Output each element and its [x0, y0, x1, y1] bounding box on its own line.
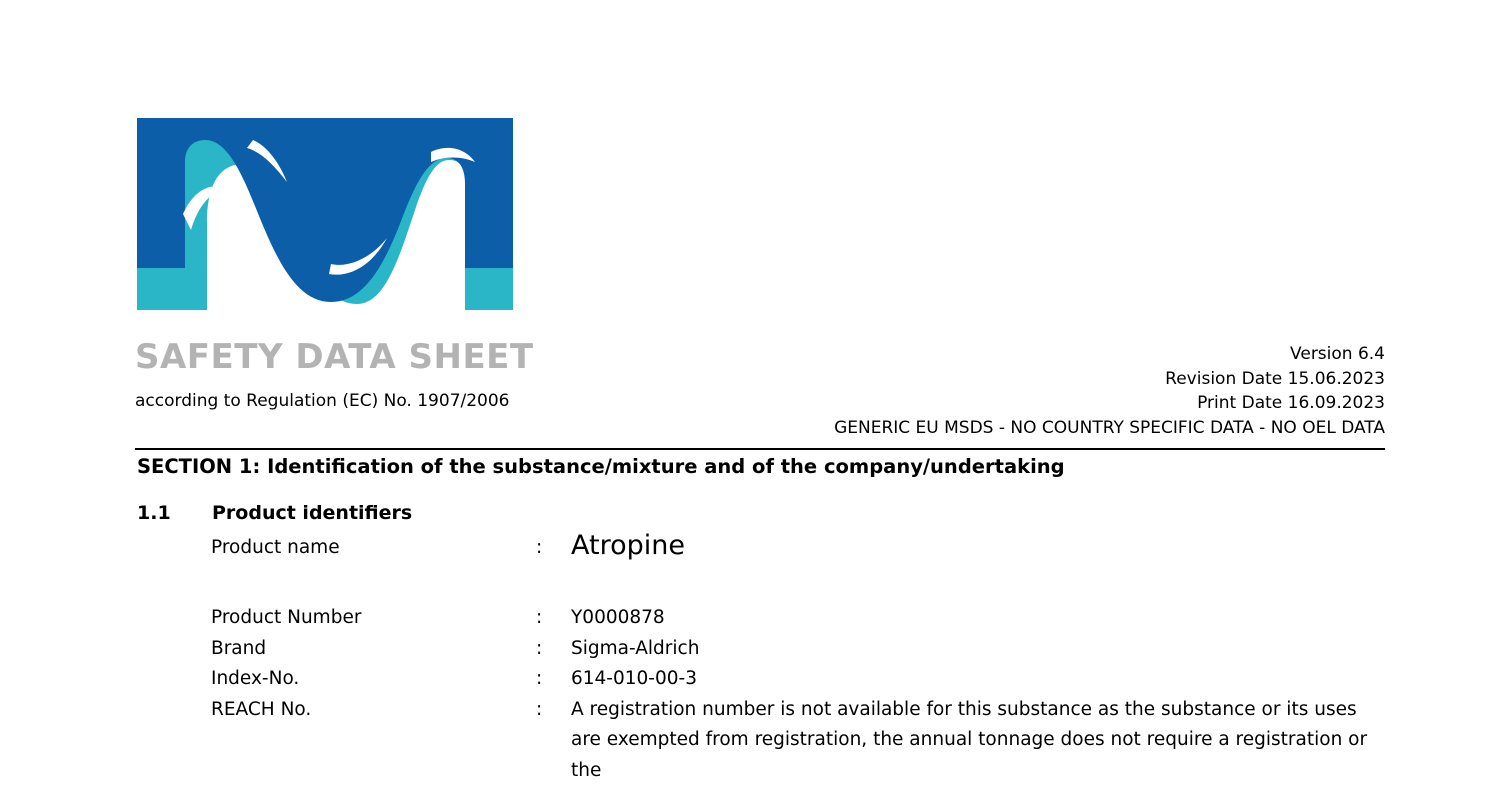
table-row — [211, 664, 1391, 695]
subsection-title: Product identifiers — [212, 502, 412, 524]
table-row — [211, 634, 1391, 665]
table-row — [211, 533, 1391, 563]
row-colon: : — [536, 603, 571, 634]
index-no-value: 614-010-00-3 — [571, 664, 1391, 695]
row-colon: : — [536, 533, 571, 563]
table-row — [211, 695, 1391, 786]
revision-date-text: Revision Date 15.06.2023 — [834, 367, 1385, 392]
version-text: Version 6.4 — [834, 342, 1385, 367]
product-name-value: Atropine — [571, 531, 1391, 561]
product-identifiers-table — [211, 533, 1391, 786]
document-meta — [834, 342, 1385, 440]
table-row — [211, 603, 1391, 634]
row-colon: : — [536, 634, 571, 665]
row-label: Product name — [211, 533, 536, 563]
row-colon: : — [536, 664, 571, 695]
brand-value: Sigma-Aldrich — [571, 634, 1391, 665]
print-date-text: Print Date 16.09.2023 — [834, 391, 1385, 416]
row-label: Product Number — [211, 603, 536, 634]
row-colon: : — [536, 695, 571, 786]
row-label: REACH No. — [211, 695, 536, 786]
row-spacer — [211, 563, 1391, 603]
document-title: SAFETY DATA SHEET — [135, 340, 835, 374]
subsection-number: 1.1 — [137, 502, 212, 524]
subsection-1-1-heading — [137, 502, 412, 524]
document-subtitle: according to Regulation (EC) No. 1907/2006 — [135, 392, 835, 411]
reach-no-value: A registration number is not available for this substance as the substance or its uses are exempted from registration, the annual tonnage does not require a registration or the — [571, 695, 1391, 786]
company-logo — [135, 118, 515, 310]
document-title-block — [135, 340, 835, 411]
row-label: Brand — [211, 634, 536, 665]
scope-note-text: GENERIC EU MSDS - NO COUNTRY SPECIFIC DATA - NO OEL DATA — [834, 416, 1385, 441]
header-divider — [135, 448, 1385, 450]
row-label: Index-No. — [211, 664, 536, 695]
product-number-value: Y0000878 — [571, 603, 1391, 634]
section-1-heading: SECTION 1: Identification of the substance/mixture and of the company/undertaking — [137, 455, 1065, 478]
